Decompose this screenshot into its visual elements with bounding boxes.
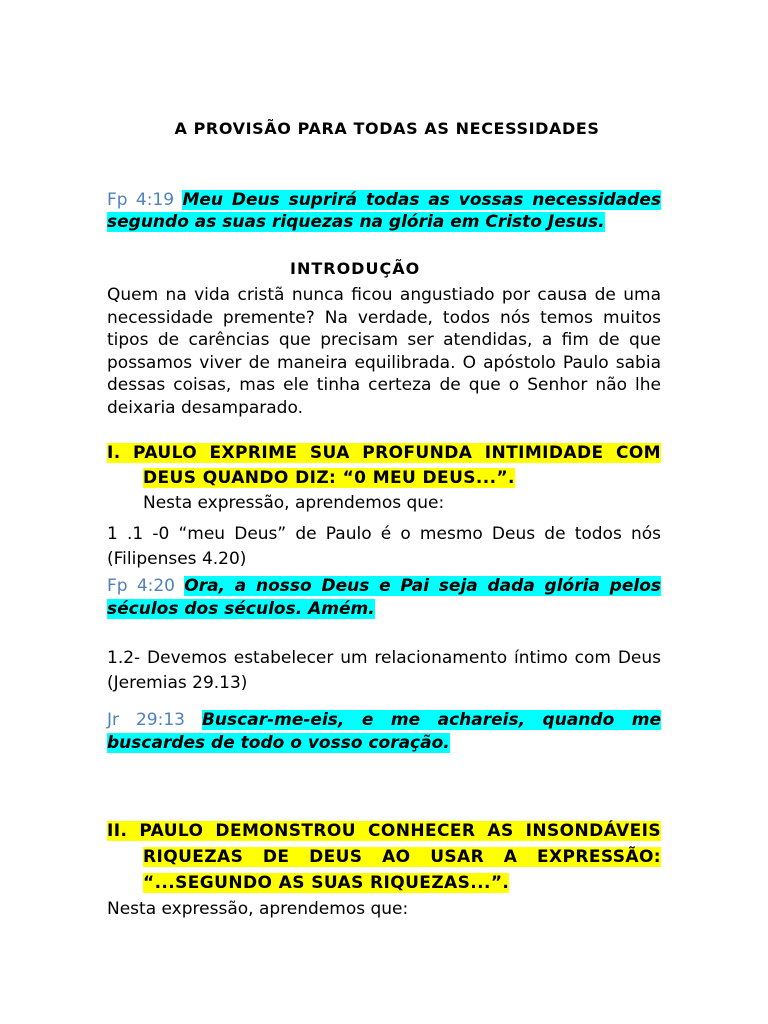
- intro-paragraph: Quem na vida cristã nunca ficou angustiado por causa de uma necessidade premente? Na verdade, todos nós temos muitos tipos de carências que precisam ser atendidas, a fim de que possamos viver de maneira equilibrada. O apóstolo Paulo sabia dessas coisas, mas ele tinha certeza de que o Senhor não lhe deixaria desamparado.: [107, 285, 661, 418]
- verse-reference: Jr 29:13: [107, 710, 185, 730]
- verse-text: Meu Deus suprirá todas as vossas necessidades segundo as suas riquezas na glória em Cristo Jesus.: [107, 190, 661, 232]
- section1-point2: 1.2- Devemos estabelecer um relacionamento íntimo com Deus (Jeremias 29.13): [107, 648, 661, 693]
- section1-verse2: [107, 709, 661, 754]
- main-verse: [107, 189, 661, 233]
- document-title: A PROVISÃO PARA TODAS AS NECESSIDADES: [174, 119, 600, 138]
- verse-reference: Fp 4:19: [107, 190, 175, 210]
- verse-text: Ora, a nosso Deus e Pai seja dada glória pelos séculos dos séculos. Amém.: [107, 576, 661, 619]
- section2-heading: II. PAULO DEMONSTROU CONHECER AS INSONDÁVEIS RIQUEZAS DE DEUS AO USAR A EXPRESSÃO: “...SEGUNDO AS SUAS RIQUEZAS...”.: [107, 821, 661, 893]
- verse-text: Buscar-me-eis, e me achareis, quando me buscardes de todo o vosso coração.: [107, 710, 661, 753]
- section1-verse1: [107, 575, 661, 620]
- section1-lead: Nesta expressão, aprendemos que:: [143, 493, 445, 513]
- section1-point1: 1 .1 -0 “meu Deus” de Paulo é o mesmo Deus de todos nós (Filipenses 4.20): [107, 524, 661, 569]
- verse-reference: Fp 4:20: [107, 576, 175, 596]
- intro-heading: INTRODUÇÃO: [290, 259, 421, 278]
- section2-lead: Nesta expressão, aprendemos que:: [107, 899, 409, 919]
- section1-heading: I. PAULO EXPRIME SUA PROFUNDA INTIMIDADE COM DEUS QUANDO DIZ: “0 MEU DEUS...”.: [107, 443, 661, 488]
